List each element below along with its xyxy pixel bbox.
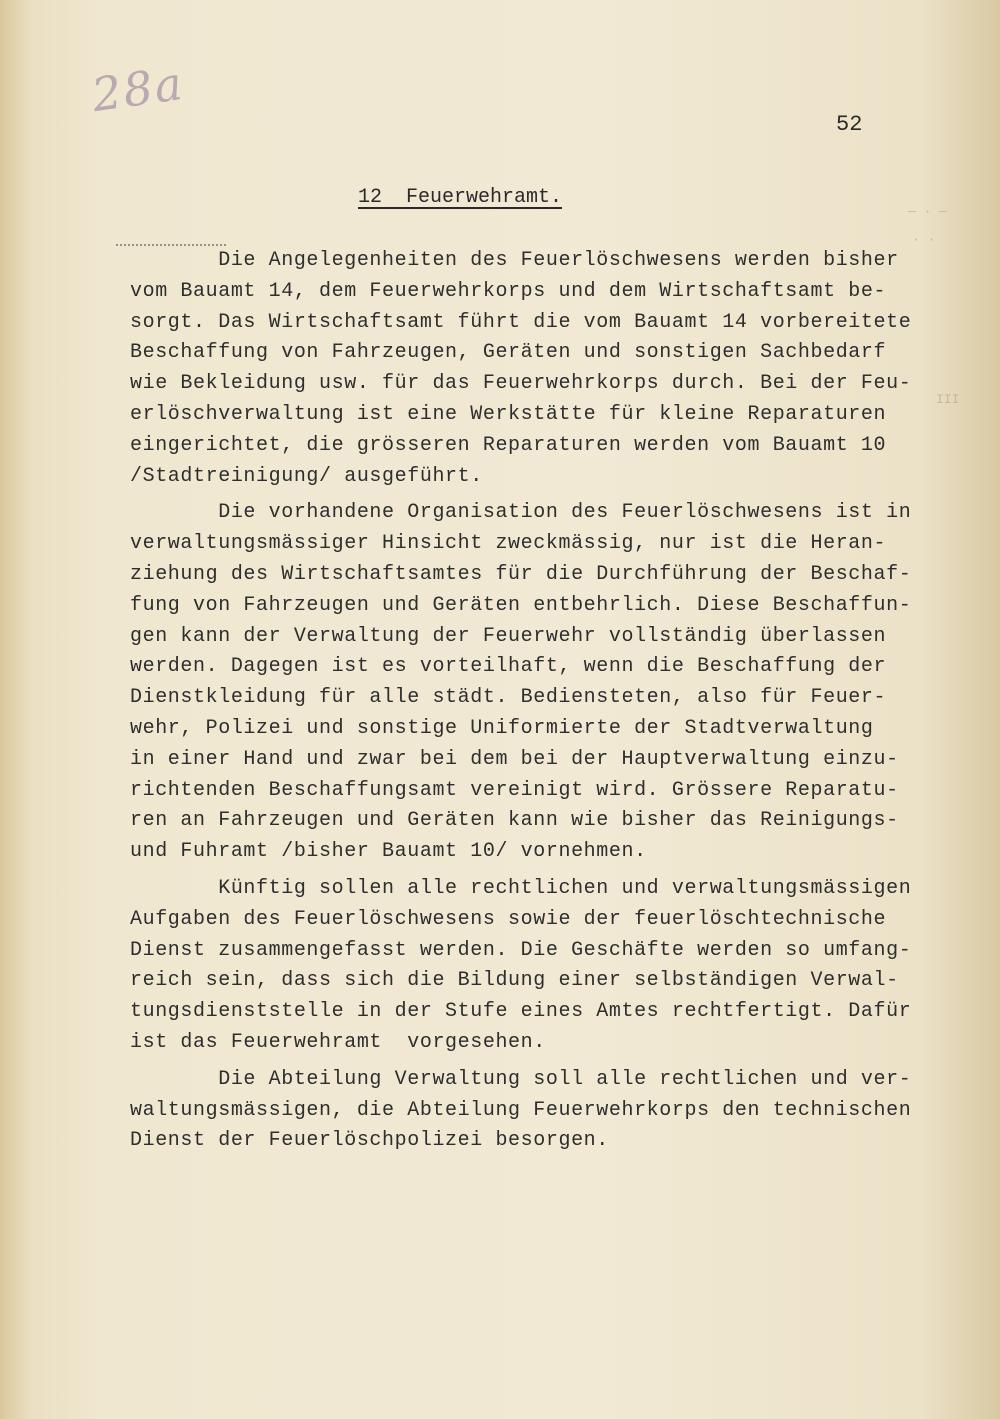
text-line: Aufgaben des Feuerlöschwesens sowie der feuerlöschtechnische: [130, 907, 887, 931]
text-line: Die vorhandene Organisation des Feuerlöschwesens ist in: [130, 501, 912, 525]
text-line: Dienst zusammengefasst werden. Die Geschäfte werden so umfang-: [130, 938, 912, 962]
text-line: fung von Fahrzeugen und Geräten entbehrlich. Diese Beschaffun-: [130, 593, 912, 617]
text-line: vom Bauamt 14, dem Feuerwehrkorps und dem Wirtschaftsamt be-: [130, 279, 887, 303]
text-line: verwaltungsmässiger Hinsicht zweckmässig, nur ist die Heran-: [130, 532, 887, 556]
text-line: ziehung des Wirtschaftsamtes für die Durchführung der Beschaf-: [130, 562, 912, 586]
handwritten-page-note: 28a: [88, 55, 188, 123]
text-line: Dienstkleidung für alle städt. Bediensteten, also für Feuer-: [130, 686, 887, 710]
text-line: richtenden Beschaffungsamt vereinigt wird. Grössere Reparatu-: [130, 778, 899, 802]
bleed-through-mark: — · —: [908, 204, 948, 219]
text-line: eingerichtet, die grösseren Reparaturen werden vom Bauamt 10: [130, 433, 887, 457]
text-line: in einer Hand und zwar bei dem bei der Hauptverwaltung einzu-: [130, 747, 899, 771]
text-line: reich sein, dass sich die Bildung einer selbständigen Verwal-: [130, 969, 899, 993]
text-line: Dienst der Feuerlöschpolizei besorgen.: [130, 1129, 609, 1153]
text-line: Beschaffung von Fahrzeugen, Geräten und sonstigen Sachbedarf: [130, 341, 887, 365]
bleed-through-mark: III: [936, 392, 960, 407]
text-line: erlöschverwaltung ist eine Werkstätte für kleine Reparaturen: [130, 402, 887, 426]
text-line: Die Angelegenheiten des Feuerlöschwesens werden bisher: [130, 249, 899, 272]
text-line: werden. Dagegen ist es vorteilhaft, wenn die Beschaffung der: [130, 655, 887, 679]
text-line: Künftig sollen alle rechtlichen und verwaltungsmässigen: [130, 876, 912, 900]
text-line: sorgt. Das Wirtschaftsamt führt die vom Bauamt 14 vorbereitete: [130, 310, 912, 334]
text-line: gen kann der Verwaltung der Feuerwehr vollständig überlassen: [130, 624, 887, 648]
text-line: wie Bekleidung usw. für das Feuerwehrkorps durch. Bei der Feu-: [130, 372, 912, 396]
section-heading: 12 Feuerwehramt.: [358, 186, 563, 209]
page-number: 52: [836, 112, 863, 137]
text-line: waltungsmässigen, die Abteilung Feuerwehrkorps den technischen: [130, 1098, 912, 1122]
text-line: wehr, Polizei und sonstige Uniformierte der Stadtverwaltung: [130, 716, 874, 740]
text-line: Die Abteilung Verwaltung soll alle rechtlichen und ver-: [130, 1067, 912, 1091]
text-line: /Stadtreinigung/ ausgeführt.: [130, 464, 483, 488]
text-line: ist das Feuerwehramt vorgesehen.: [130, 1030, 546, 1054]
bleed-through-mark: · ·: [912, 232, 936, 247]
typed-body-text: [130, 246, 950, 1157]
text-line: und Fuhramt /bisher Bauamt 10/ vornehmen.: [130, 840, 647, 864]
text-line: tungsdienststelle in der Stufe eines Amtes rechtfertigt. Dafür: [130, 1000, 912, 1024]
text-line: ren an Fahrzeugen und Geräten kann wie bisher das Reinigungs-: [130, 809, 899, 833]
